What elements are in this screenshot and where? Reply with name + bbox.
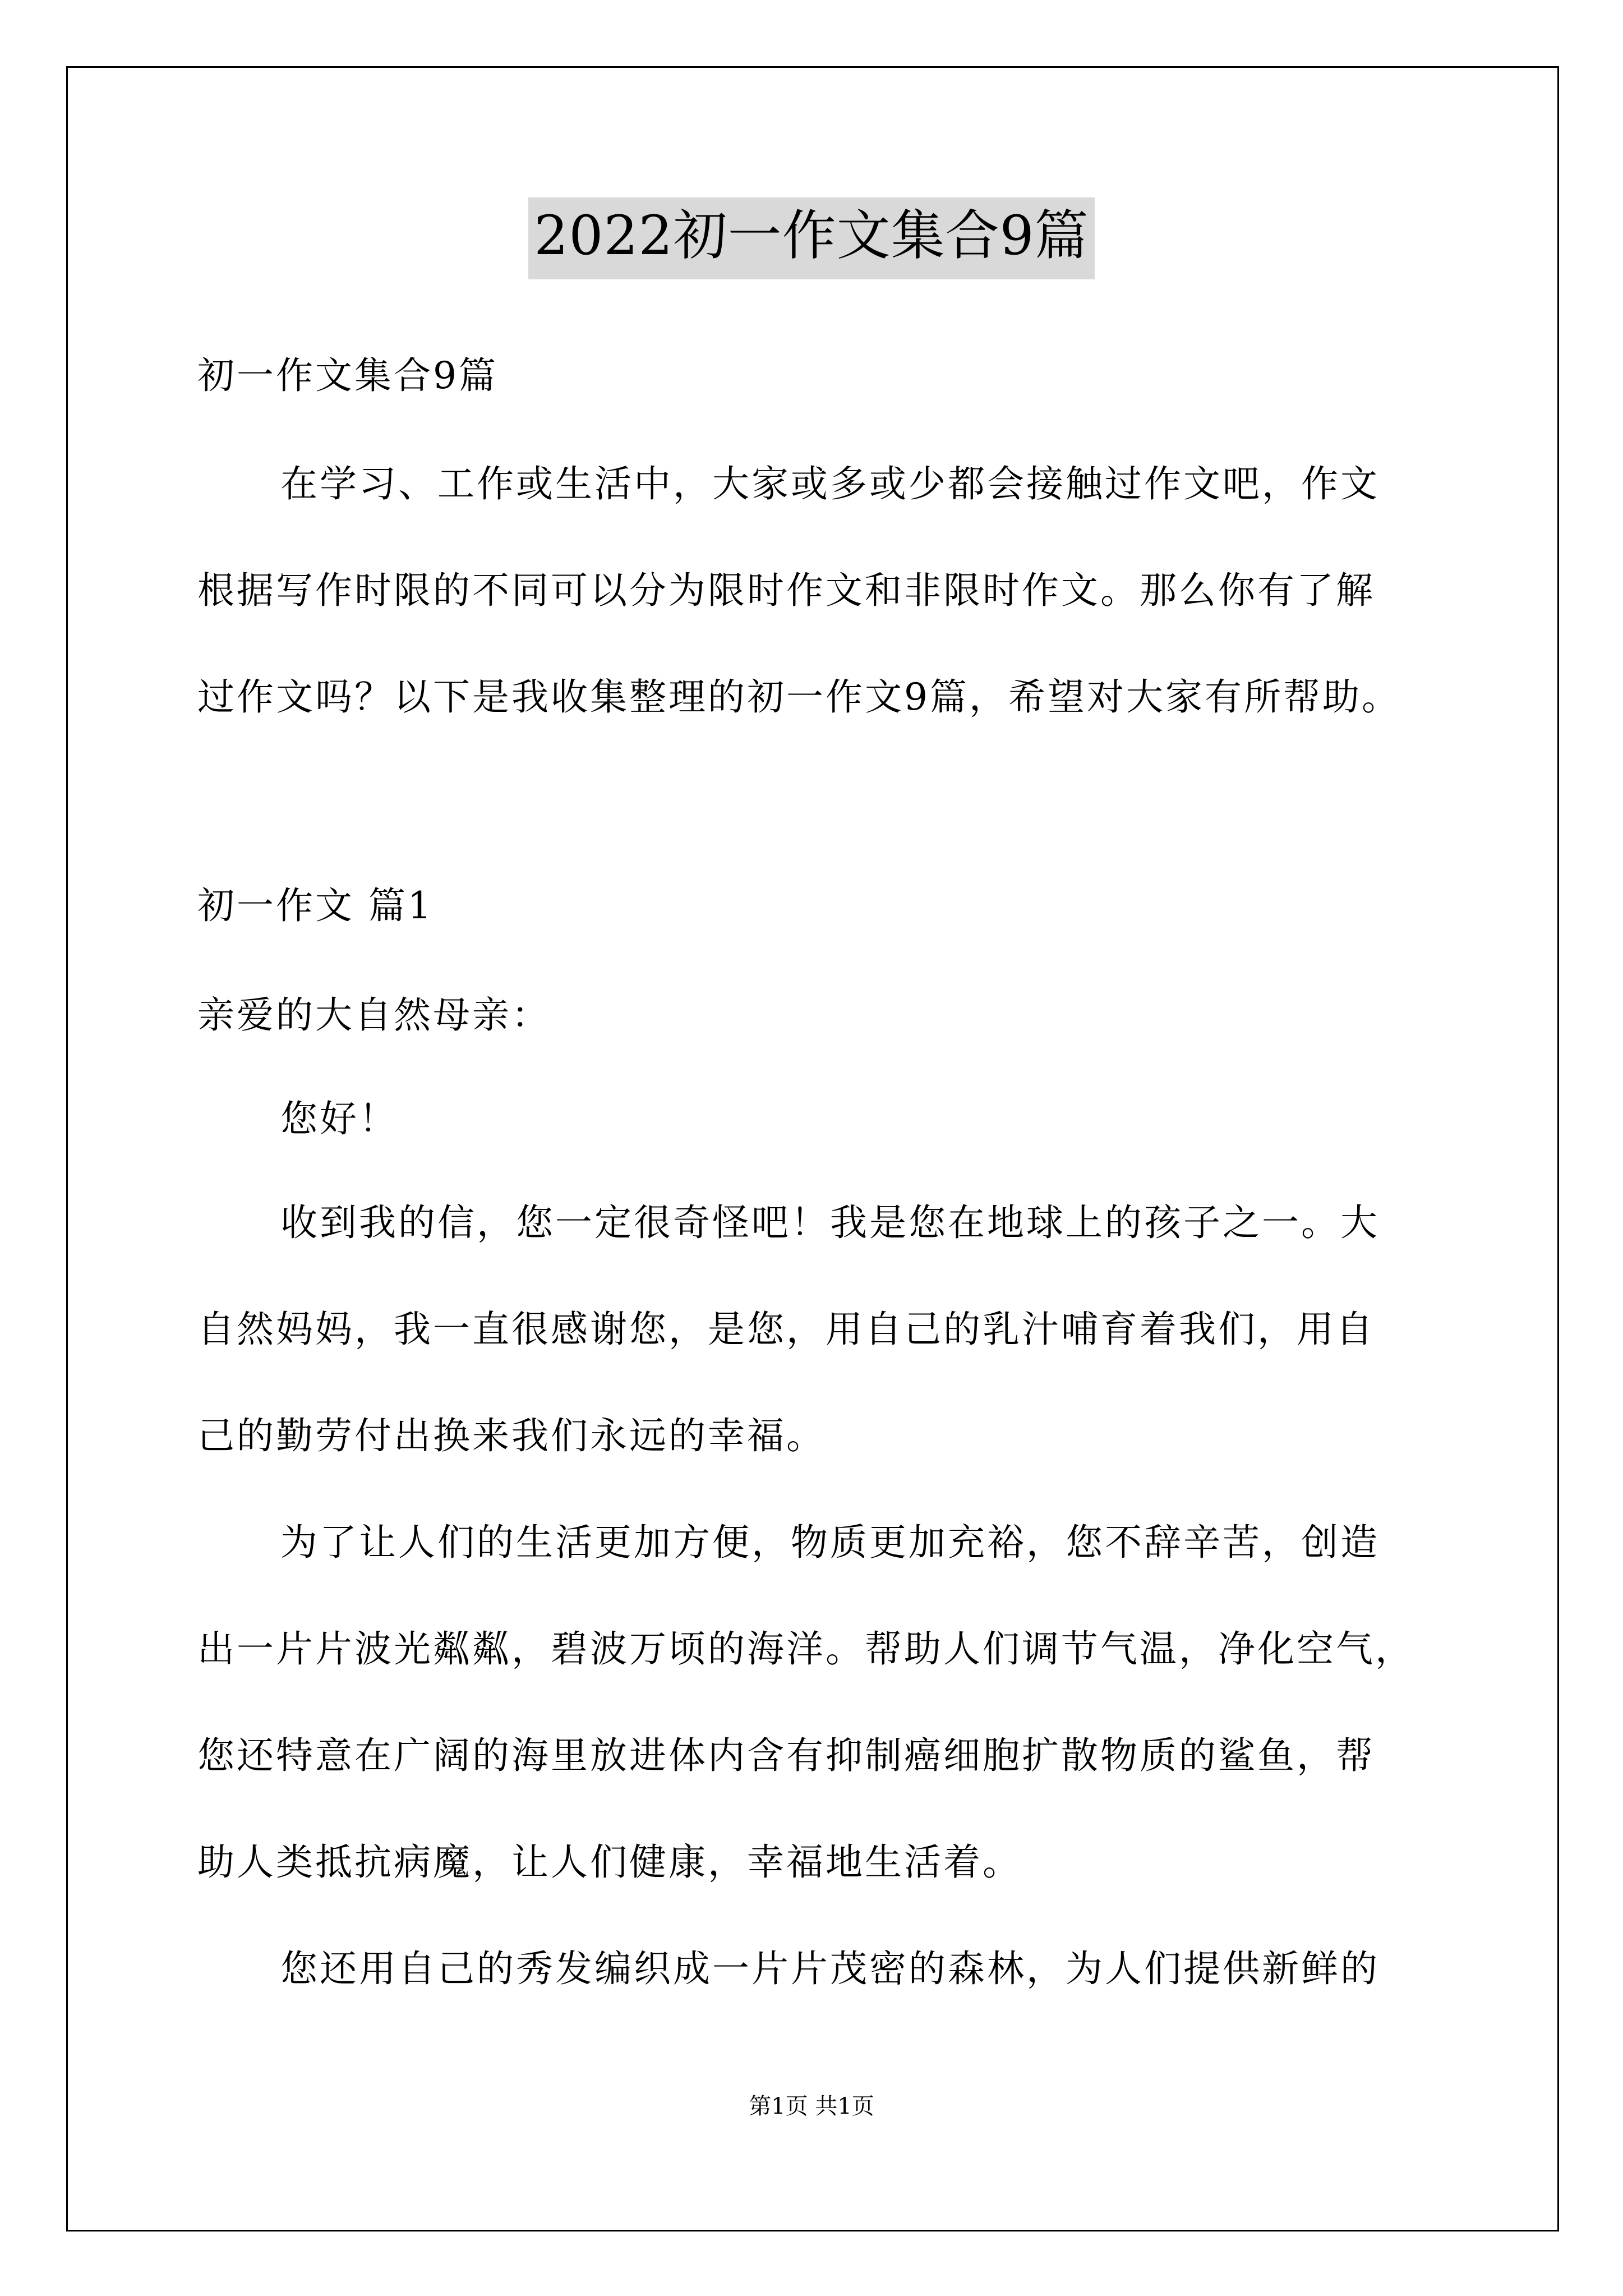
document-subtitle: 初一作文集合9篇 [197, 354, 498, 397]
paragraph-1-line-3: 己的勤劳付出换来我们永远的幸福。 [197, 1414, 826, 1457]
intro-line-1: 在学习、工作或生活中，大家或多或少都会接触过作文吧，作文 [280, 462, 1380, 505]
page-footer: 第1页 共1页 [749, 2093, 874, 2119]
paragraph-2-line-2: 出一片片波光粼粼，碧波万顷的海洋。帮助人们调节气温，净化空气， [197, 1627, 1414, 1671]
salutation: 亲爱的大自然母亲： [197, 993, 551, 1037]
paragraph-2-line-4: 助人类抵抗病魔，让人们健康，幸福地生活着。 [197, 1841, 1022, 1884]
paragraph-2-line-1: 为了让人们的生活更加方便，物质更加充裕，您不辞辛苦，创造 [280, 1521, 1380, 1564]
section-heading: 初一作文 篇1 [197, 884, 434, 927]
intro-line-2: 根据写作时限的不同可以分为限时作文和非限时作文。那么你有了解 [197, 569, 1375, 612]
document-title: 2022初一作文集合9篇 [528, 197, 1094, 279]
paragraph-1-line-2: 自然妈妈，我一直很感谢您，是您，用自己的乳汁哺育着我们，用自 [197, 1308, 1375, 1351]
title-container [0, 197, 1623, 279]
paragraph-3-line-1: 您还用自己的秀发编织成一片片茂密的森林，为人们提供新鲜的 [280, 1947, 1380, 1990]
intro-line-3: 过作文吗？以下是我收集整理的初一作文9篇，希望对大家有所帮助。 [197, 675, 1401, 719]
paragraph-1-line-1: 收到我的信，您一定很奇怪吧！我是您在地球上的孩子之一。大 [280, 1201, 1380, 1244]
paragraph-2-line-3: 您还特意在广阔的海里放进体内含有抑制癌细胞扩散物质的鲨鱼，帮 [197, 1734, 1375, 1777]
greeting: 您好！ [280, 1097, 398, 1140]
